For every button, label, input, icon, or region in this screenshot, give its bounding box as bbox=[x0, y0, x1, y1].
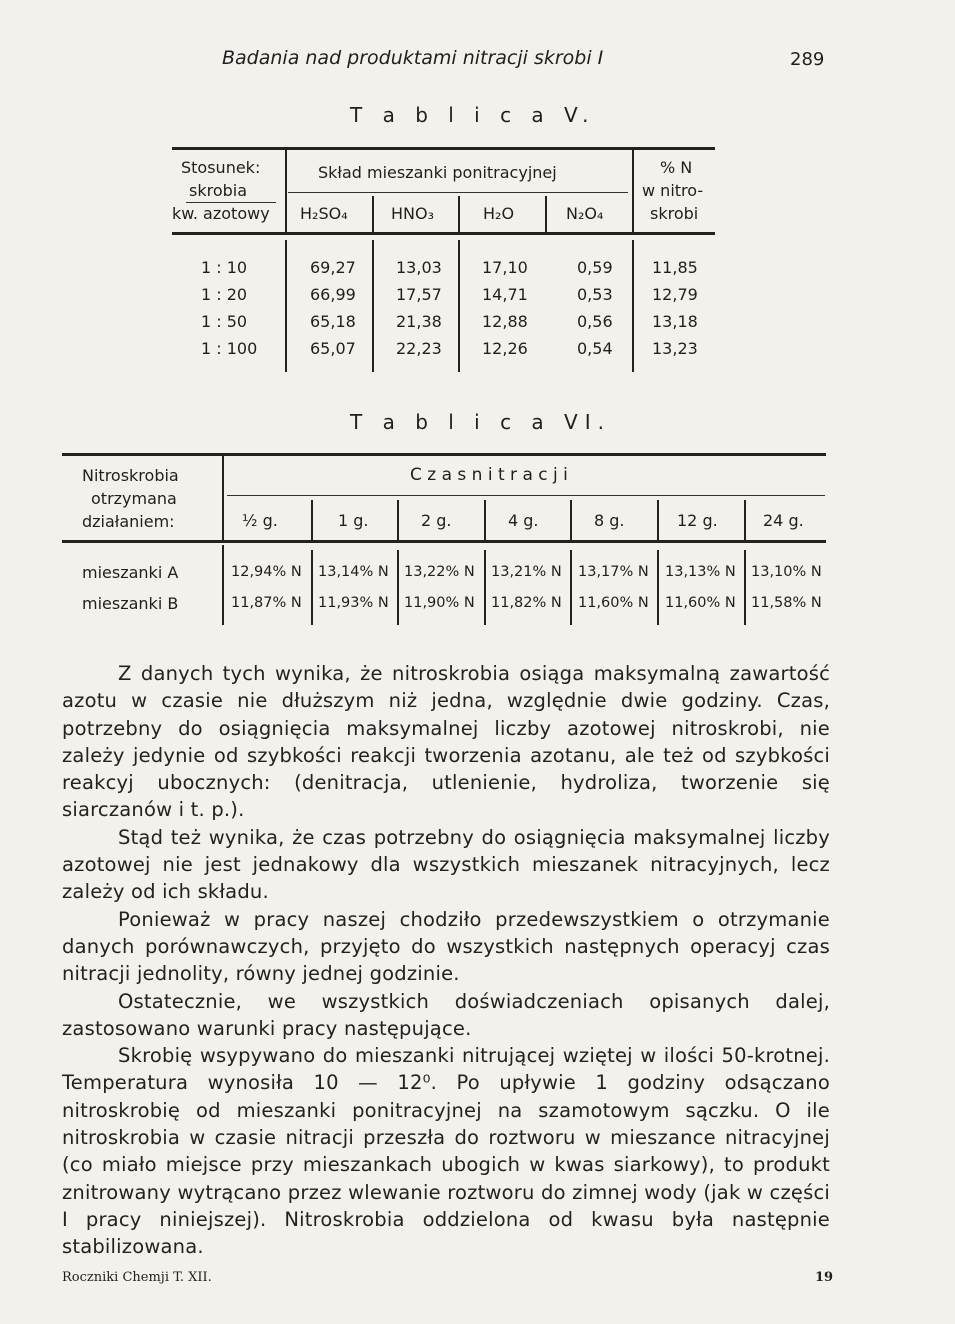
table-row-label: mieszanki A bbox=[82, 563, 179, 582]
table6-header-vline-2 bbox=[397, 500, 399, 540]
paragraph-1: Z danych tych wynika, że nitroskrobia osiąga maksymalną zawartość azotu w czasie nie dłuższym niż jedna, względnie dwie godziny. Czas, potrzebny do osiągnięcia maksymalnej liczby azotowej nitroskrobi, nie zależy jedynie od szybkości reakcji tworzenia azotanu, ale też od szybkości reakcyj ubocznych: (denitracja, utlenienie, hydroliza, tworzenie się siarczanów i t. p.). bbox=[62, 662, 830, 822]
table6-caption: T a b l i c a VI. bbox=[350, 410, 611, 434]
table-cell: 13,17% N bbox=[578, 564, 649, 580]
table6-body-vline-5 bbox=[657, 550, 659, 625]
table-cell: 13,13% N bbox=[665, 564, 736, 580]
table-cell: 11,93% N bbox=[318, 595, 389, 611]
table5-col1-divider bbox=[186, 202, 276, 203]
table-cell: 11,90% N bbox=[404, 595, 475, 611]
table-cell: 13,14% N bbox=[318, 564, 389, 580]
table-cell: 69,27 bbox=[310, 258, 356, 277]
table6-subheader-12: 12 g. bbox=[677, 511, 718, 530]
table5-body-vline-4 bbox=[632, 240, 634, 372]
table6-subheader-2: 2 g. bbox=[421, 511, 452, 530]
table6-body-vline-4 bbox=[570, 550, 572, 625]
table-cell: 1 : 10 bbox=[201, 258, 248, 277]
table-cell: 13,03 bbox=[396, 258, 442, 277]
table-cell: 12,79 bbox=[652, 285, 698, 304]
table-cell: 65,07 bbox=[310, 339, 356, 358]
table6-col1-header-line3: działaniem: bbox=[82, 512, 175, 531]
table6-body-vline-1 bbox=[311, 550, 313, 625]
table5-subheader-h2so4: H₂SO₄ bbox=[300, 204, 348, 223]
table6-group-divider bbox=[227, 495, 825, 496]
table-cell: 17,57 bbox=[396, 285, 442, 304]
body-text bbox=[62, 660, 830, 1261]
paragraph-5: Skrobię wsypywano do mieszanki nitrującej wziętej w ilości 50-krotnej. Temperatura wynosiła 10 — 12⁰. Po upływie 1 godziny odsączano nitroskrobię od mieszanki ponitracyjnej na szamotowym sączku. O ile nitroskrobia w czasie nitracji przeszła do roztworu w mieszance nitracyjnej (co miało miejsce przy mieszankach ubogich w kwas siarkowy), to produkt znitrowany wytrącano przez wlewanie roztworu do zimnej wody (jak w części I pracy niniejszej). Nitroskrobia oddzielona od kwasu była następnie stabilizowana. bbox=[62, 1044, 830, 1259]
table6-subheader-24: 24 g. bbox=[763, 511, 804, 530]
table-cell: 11,82% N bbox=[491, 595, 562, 611]
table6-header-vline-3 bbox=[484, 500, 486, 540]
table5-col1-header-line1: Stosunek: bbox=[181, 158, 261, 177]
table-row-label: mieszanki B bbox=[82, 594, 179, 613]
table-cell: 0,59 bbox=[577, 258, 613, 277]
table-cell: 1 : 100 bbox=[201, 339, 258, 358]
table-cell: 22,23 bbox=[396, 339, 442, 358]
table5-col1-header-line3: kw. azotowy bbox=[172, 204, 270, 223]
table5-col1-header-line2: skrobia bbox=[189, 181, 248, 200]
table5-caption: T a b l i c a V. bbox=[350, 103, 596, 127]
table5-header-vline-1 bbox=[285, 150, 287, 232]
table5-subheader-h2o: H₂O bbox=[483, 204, 515, 223]
table6-header-rule bbox=[62, 540, 826, 543]
table5-header-vline-3 bbox=[458, 196, 460, 232]
table-cell: 12,88 bbox=[482, 312, 528, 331]
running-header-title: Badania nad produktami nitracji skrobi I bbox=[222, 47, 604, 69]
table6-body-vline-3 bbox=[484, 550, 486, 625]
table-cell: 13,21% N bbox=[491, 564, 562, 580]
table6-header-vline-0 bbox=[222, 456, 224, 540]
table-cell: 12,94% N bbox=[231, 564, 302, 580]
table5-header-vline-4 bbox=[545, 196, 547, 232]
table5-subheader-hno3: HNO₃ bbox=[391, 204, 435, 223]
table6-group-header: C z a s n i t r a c j i bbox=[410, 465, 568, 485]
footer-journal: Roczniki Chemji T. XII. bbox=[62, 1270, 212, 1285]
paragraph-4: Ostatecznie, we wszystkich doświadczeniach opisanych dalej, zastosowano warunki pracy następujące. bbox=[62, 989, 830, 1040]
table5-last-header-line3: skrobi bbox=[650, 204, 699, 223]
table5-header-vline-2 bbox=[372, 196, 374, 232]
table6-subheader-half: ½ g. bbox=[242, 511, 278, 530]
table-cell: 21,38 bbox=[396, 312, 442, 331]
table-cell: 65,18 bbox=[310, 312, 356, 331]
paragraph-2: Stąd też wynika, że czas potrzebny do osiągnięcia maksymalnej liczby azotowej nie jest jednakowy dla wszystkich mieszanek nitracyjnych, lecz zależy od ich składu. bbox=[62, 825, 830, 904]
table5-header-rule bbox=[172, 232, 715, 235]
table5-body-vline-2 bbox=[372, 240, 374, 372]
table6-col1-header-line2: otrzymana bbox=[91, 489, 177, 508]
table-cell: 0,53 bbox=[577, 285, 613, 304]
table-cell: 13,22% N bbox=[404, 564, 475, 580]
table6-header-vline-5 bbox=[657, 500, 659, 540]
table5-header-vline-5 bbox=[632, 150, 634, 232]
table6-header-vline-1 bbox=[311, 500, 313, 540]
table5-group-header: Skład mieszanki ponitracyjnej bbox=[318, 163, 557, 182]
paragraph-3: Ponieważ w pracy naszej chodziło przedewszystkiem o otrzymanie danych porównawczych, przyjęto do wszystkich następnych operacyj czas nitracji jednolity, równy jednej godzinie. bbox=[62, 907, 830, 986]
table-cell: 13,23 bbox=[652, 339, 698, 358]
page-number: 289 bbox=[790, 49, 825, 70]
table-cell: 11,60% N bbox=[665, 595, 736, 611]
table5-last-header-line1: % N bbox=[660, 158, 693, 177]
table-cell: 13,18 bbox=[652, 312, 698, 331]
footer-signature: 19 bbox=[815, 1270, 834, 1285]
table-cell: 66,99 bbox=[310, 285, 356, 304]
table6-body-vline-6 bbox=[744, 550, 746, 625]
table5-body-vline-1 bbox=[285, 240, 287, 372]
table-cell: 13,10% N bbox=[751, 564, 822, 580]
table6-body-vline-2 bbox=[397, 550, 399, 625]
table-cell: 11,58% N bbox=[751, 595, 822, 611]
table6-top-rule bbox=[62, 453, 826, 456]
table5-group-divider bbox=[288, 192, 628, 193]
table-cell: 17,10 bbox=[482, 258, 528, 277]
table-cell: 12,26 bbox=[482, 339, 528, 358]
table-cell: 1 : 20 bbox=[201, 285, 248, 304]
table5-last-header-line2: w nitro- bbox=[642, 181, 704, 200]
table6-header-vline-6 bbox=[744, 500, 746, 540]
table6-subheader-1: 1 g. bbox=[338, 511, 369, 530]
table6-body-vline-0 bbox=[222, 545, 224, 625]
table6-col1-header-line1: Nitroskrobia bbox=[82, 466, 179, 485]
table5-body-vline-3 bbox=[458, 240, 460, 372]
table-cell: 0,56 bbox=[577, 312, 613, 331]
table6-header-vline-4 bbox=[570, 500, 572, 540]
table6-subheader-8: 8 g. bbox=[594, 511, 625, 530]
table5-subheader-n2o4: N₂O₄ bbox=[566, 204, 604, 223]
table-cell: 14,71 bbox=[482, 285, 528, 304]
table-cell: 11,85 bbox=[652, 258, 698, 277]
table6-subheader-4: 4 g. bbox=[508, 511, 539, 530]
table-cell: 0,54 bbox=[577, 339, 613, 358]
table-cell: 1 : 50 bbox=[201, 312, 248, 331]
table-cell: 11,87% N bbox=[231, 595, 302, 611]
table-cell: 11,60% N bbox=[578, 595, 649, 611]
